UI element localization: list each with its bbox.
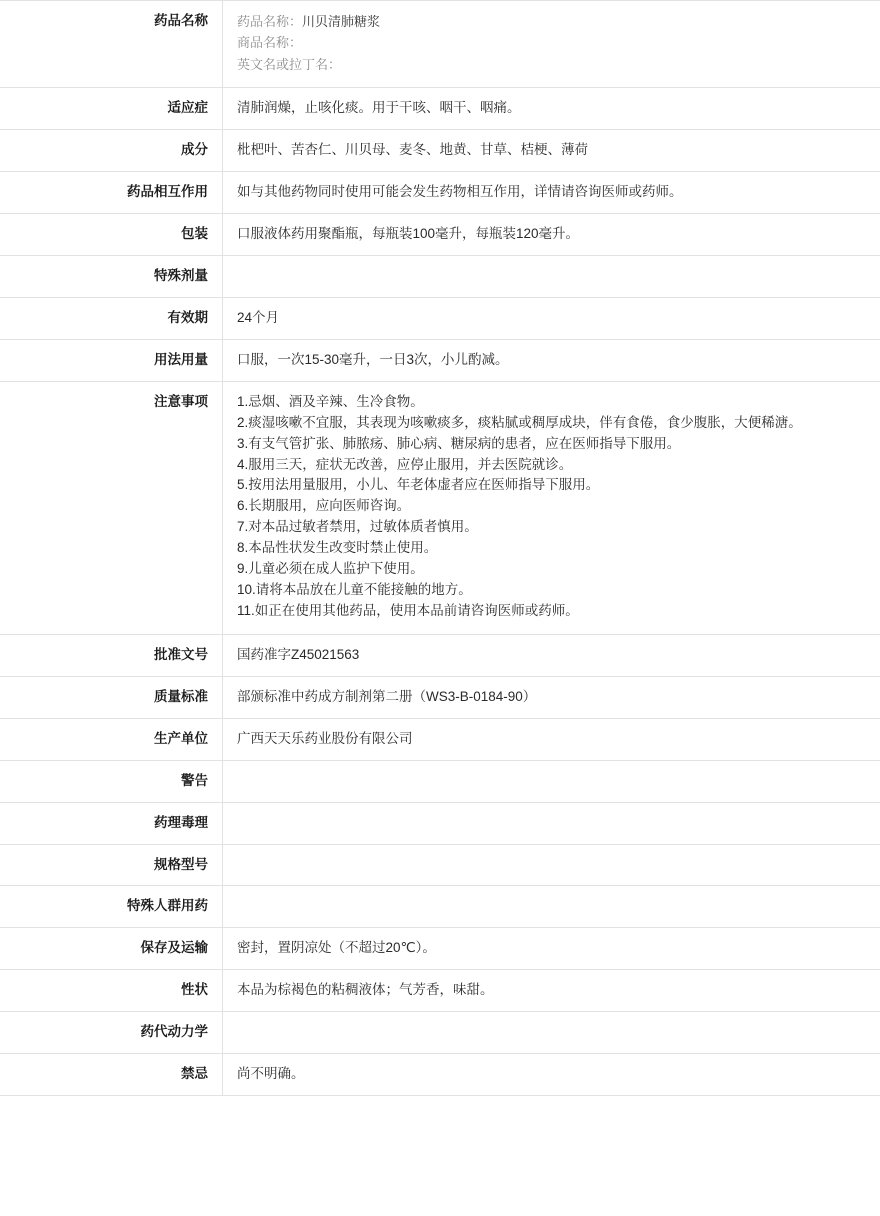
precaution-item: 4.服用三天，症状无改善，应停止服用，并去医院就诊。 <box>237 455 872 476</box>
precaution-item: 8.本品性状发生改变时禁止使用。 <box>237 538 872 559</box>
precaution-item: 9.儿童必须在成人监护下使用。 <box>237 559 872 580</box>
row-label: 包装 <box>0 214 223 256</box>
row-label: 规格型号 <box>0 844 223 886</box>
row-value-text: 尚不明确。 <box>237 1066 305 1081</box>
table-row <box>0 1054 880 1096</box>
name-field-label: 商品名称： <box>237 35 302 50</box>
row-value-text: 国药准字Z45021563 <box>237 647 359 662</box>
table-row <box>0 381 880 634</box>
row-label: 用法用量 <box>0 339 223 381</box>
row-label: 保存及运输 <box>0 928 223 970</box>
row-value <box>223 381 880 634</box>
drug-info-table-body <box>0 1 880 1096</box>
name-field-line <box>237 32 872 53</box>
row-label: 适应症 <box>0 88 223 130</box>
table-row <box>0 928 880 970</box>
row-value-text: 广西天天乐药业股份有限公司 <box>237 731 413 746</box>
row-value-text: 密封，置阴凉处（不超过20℃）。 <box>237 940 436 955</box>
name-field-line <box>237 54 872 75</box>
row-value <box>223 256 880 298</box>
row-label: 生产单位 <box>0 718 223 760</box>
row-label: 药品名称 <box>0 1 223 88</box>
row-value-text: 本品为棕褐色的粘稠液体；气芳香，味甜。 <box>237 982 494 997</box>
row-value <box>223 844 880 886</box>
table-row <box>0 339 880 381</box>
row-value-text: 清肺润燥，止咳化痰。用于干咳、咽干、咽痛。 <box>237 100 521 115</box>
precaution-item: 7.对本品过敏者禁用，过敏体质者慎用。 <box>237 517 872 538</box>
row-value <box>223 1054 880 1096</box>
table-row <box>0 1012 880 1054</box>
name-field-label: 英文名或拉丁名： <box>237 57 341 72</box>
name-field-label: 药品名称： <box>237 14 302 29</box>
row-value <box>223 970 880 1012</box>
row-label: 性状 <box>0 970 223 1012</box>
row-label: 有效期 <box>0 297 223 339</box>
row-value <box>223 214 880 256</box>
table-row <box>0 886 880 928</box>
row-value <box>223 88 880 130</box>
table-row <box>0 844 880 886</box>
row-label: 特殊剂量 <box>0 256 223 298</box>
row-value <box>223 928 880 970</box>
row-label: 警告 <box>0 760 223 802</box>
row-value-text: 口服，一次15-30毫升，一日3次，小儿酌减。 <box>237 352 509 367</box>
precaution-item: 1.忌烟、酒及辛辣、生冷食物。 <box>237 392 872 413</box>
row-value-text: 部颁标准中药成方制剂第二册（WS3-B-0184-90） <box>237 689 536 704</box>
precaution-item: 11.如正在使用其他药品，使用本品前请咨询医师或药师。 <box>237 601 872 622</box>
table-row <box>0 634 880 676</box>
table-row <box>0 256 880 298</box>
table-row <box>0 214 880 256</box>
row-value <box>223 886 880 928</box>
row-value <box>223 718 880 760</box>
row-value <box>223 172 880 214</box>
row-value <box>223 676 880 718</box>
row-value <box>223 760 880 802</box>
table-row <box>0 1 880 88</box>
table-row <box>0 676 880 718</box>
name-field-value: 川贝清肺糖浆 <box>302 14 380 29</box>
row-label: 批准文号 <box>0 634 223 676</box>
table-row <box>0 297 880 339</box>
row-label: 注意事项 <box>0 381 223 634</box>
row-label: 质量标准 <box>0 676 223 718</box>
table-row <box>0 802 880 844</box>
row-label: 药理毒理 <box>0 802 223 844</box>
precaution-item: 2.痰湿咳嗽不宜服，其表现为咳嗽痰多，痰粘腻或稠厚成块，伴有食倦，食少腹胀，大便稀溏。 <box>237 413 872 434</box>
row-label: 成分 <box>0 130 223 172</box>
row-label: 特殊人群用药 <box>0 886 223 928</box>
table-row <box>0 88 880 130</box>
precaution-item: 3.有支气管扩张、肺脓疡、肺心病、糖尿病的患者，应在医师指导下服用。 <box>237 434 872 455</box>
table-row <box>0 760 880 802</box>
row-value-text: 24个月 <box>237 310 279 325</box>
row-value <box>223 634 880 676</box>
row-value <box>223 130 880 172</box>
page-bottom-spacer <box>0 1096 880 1216</box>
precaution-item: 5.按用法用量服用，小儿、年老体虚者应在医师指导下服用。 <box>237 475 872 496</box>
row-value-text: 口服液体药用聚酯瓶，每瓶装100毫升，每瓶装120毫升。 <box>237 226 579 241</box>
row-value <box>223 1012 880 1054</box>
row-value <box>223 1 880 88</box>
table-row <box>0 130 880 172</box>
row-value <box>223 297 880 339</box>
row-label: 药品相互作用 <box>0 172 223 214</box>
table-row <box>0 718 880 760</box>
row-value-text: 枇杷叶、苦杏仁、川贝母、麦冬、地黄、甘草、桔梗、薄荷 <box>237 142 588 157</box>
row-value-text: 如与其他药物同时使用可能会发生药物相互作用，详情请咨询医师或药师。 <box>237 184 683 199</box>
row-label: 禁忌 <box>0 1054 223 1096</box>
name-field-line <box>237 11 872 32</box>
precaution-item: 10.请将本品放在儿童不能接触的地方。 <box>237 580 872 601</box>
table-row <box>0 970 880 1012</box>
row-value <box>223 802 880 844</box>
precaution-item: 6.长期服用，应向医师咨询。 <box>237 496 872 517</box>
table-row <box>0 172 880 214</box>
row-value <box>223 339 880 381</box>
row-label: 药代动力学 <box>0 1012 223 1054</box>
